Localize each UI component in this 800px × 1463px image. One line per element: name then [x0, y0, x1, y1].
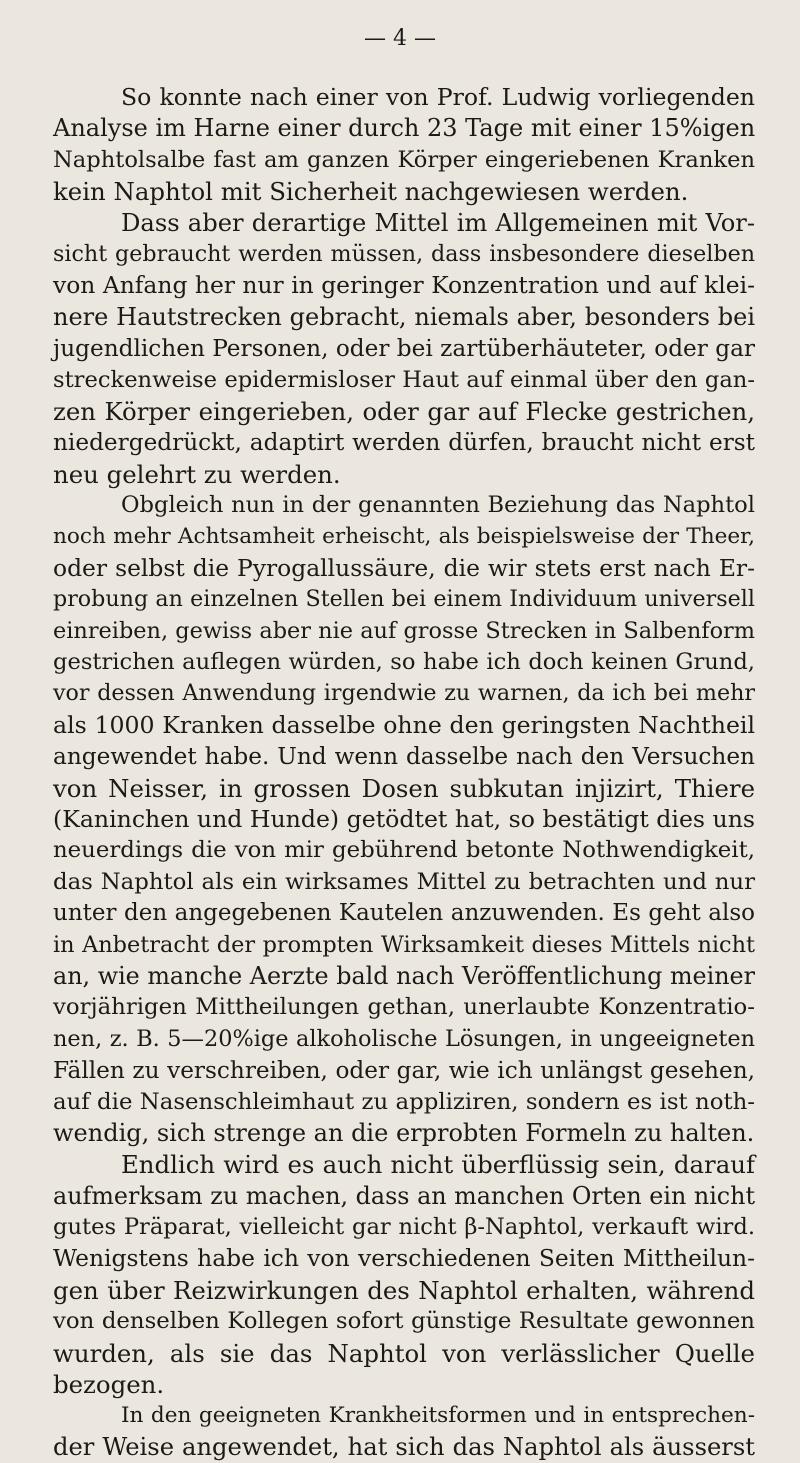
text-line: (Kaninchen und Hunde) getödtet hat, so bestätigt dies uns [53, 804, 756, 833]
text-line: neuerdings die von mir gebührend betonte Nothwendigkeit, [53, 837, 755, 864]
text-line: sicht gebraucht werden müssen, dass insbesondere dieselben [53, 240, 755, 267]
text-line: unter den angegebenen Kautelen anzuwenden. Es geht also [53, 900, 755, 927]
text-line: Analyse im Harne einer durch 23 Tage mit einer 15%igen [53, 114, 756, 143]
text-line: Obgleich nun in der genannten Beziehung das Naphtol [121, 492, 755, 519]
text-line: bezogen. [53, 1370, 165, 1400]
text-line: aufmerksam zu machen, dass an manchen Orten ein nicht [53, 1181, 756, 1210]
text-line: vorjährigen Mittheilungen gethan, unerlaubte Konzentratio- [53, 994, 755, 1021]
text-line: in Anbetracht der prompten Wirksamkeit dieses Mittels nicht [53, 931, 755, 958]
text-line: probung an einzelnen Stellen bei einem Individuum universell [53, 586, 755, 613]
text-line: Endlich wird es auch nicht überflüssig sein, darauf [121, 1150, 755, 1180]
text-line: Dass aber derartige Mittel im Allgemeinen mit Vor- [121, 208, 755, 237]
text-line: kein Naphtol mit Sicherheit nachgewiesen werden. [53, 177, 689, 207]
text-line: von Neisser, in grossen Dosen subkutan injizirt, Thiere [53, 773, 755, 803]
text-line: neu gelehrt zu werden. [53, 459, 341, 489]
text-line: streckenweise epidermisloser Haut auf einmal über den gan- [53, 366, 755, 393]
text-line: von denselben Kollegen sofort günstige Resultate gewonnen [53, 1308, 755, 1335]
page-number: — 4 — [364, 26, 436, 51]
text-line: jugendlichen Personen, oder bei zartüberhäuteter, oder gar [53, 335, 755, 363]
text-line: angewendet habe. Und wenn dasselbe nach den Versuchen [53, 743, 755, 771]
text-line: wurden, als sie das Naphtol von verlässlicher Quelle [53, 1338, 755, 1368]
text-line: niedergedrückt, adaptirt werden dürfen, braucht nicht erst [53, 429, 755, 457]
text-line: In den geeigneten Krankheitsformen und in entsprechen- [121, 1403, 755, 1429]
text-line: gen über Reizwirkungen des Naphtol erhalten, während [53, 1275, 755, 1305]
text-line: Naphtolsalbe fast am ganzen Körper eingeriebenen Kranken [53, 146, 755, 173]
text-line: gestrichen auflegen würden, so habe ich doch keinen Grund, [53, 649, 755, 676]
text-line: von Anfang her nur in geringer Konzentration und auf klei- [53, 271, 755, 300]
text-line: So konnte nach einer von Prof. Ludwig vorliegenden [121, 83, 755, 111]
text-line: Wenigstens habe ich von verschiedenen Seiten Mittheilun- [53, 1244, 755, 1273]
body-text [53, 82, 755, 1463]
text-line: wendig, sich strenge an die erprobten Formeln zu halten. [53, 1118, 755, 1147]
text-line: einreiben, gewiss aber nie auf grosse Strecken in Salbenform [53, 617, 755, 644]
text-line: der Weise angewendet, hat sich das Naphtol als äusserst [53, 1432, 755, 1461]
text-line: als 1000 Kranken dasselbe ohne den geringsten Nachtheil [53, 710, 755, 739]
text-line: Fällen zu verschreiben, oder gar, wie ich unlängst gesehen, [53, 1057, 755, 1085]
text-line: das Naphtol als ein wirksames Mittel zu betrachten und nur [53, 868, 755, 895]
text-line: oder selbst die Pyrogallussäure, die wir stets erst nach Er- [53, 553, 755, 582]
text-line: nen, z. B. 5—20%ige alkoholische Lösungen, in ungeeigneten [53, 1025, 755, 1052]
text-line: nere Hautstrecken gebracht, niemals aber, besonders bei [53, 302, 755, 331]
text-line: an, wie manche Aerzte bald nach Veröffentlichung meiner [53, 961, 755, 990]
text-line: noch mehr Achtsamheit erheischt, als beispielsweise der Theer, [53, 524, 755, 550]
text-line: gutes Präparat, vielleicht gar nicht β-Naphtol, verkauft wird. [53, 1214, 755, 1241]
text-line: zen Körper eingerieben, oder gar auf Flecke gestrichen, [53, 396, 755, 426]
text-line: vor dessen Anwendung irgendwie zu warnen, da ich bei mehr [53, 680, 755, 707]
text-line: auf die Nasenschleimhaut zu appliziren, sondern es ist noth- [53, 1088, 755, 1115]
